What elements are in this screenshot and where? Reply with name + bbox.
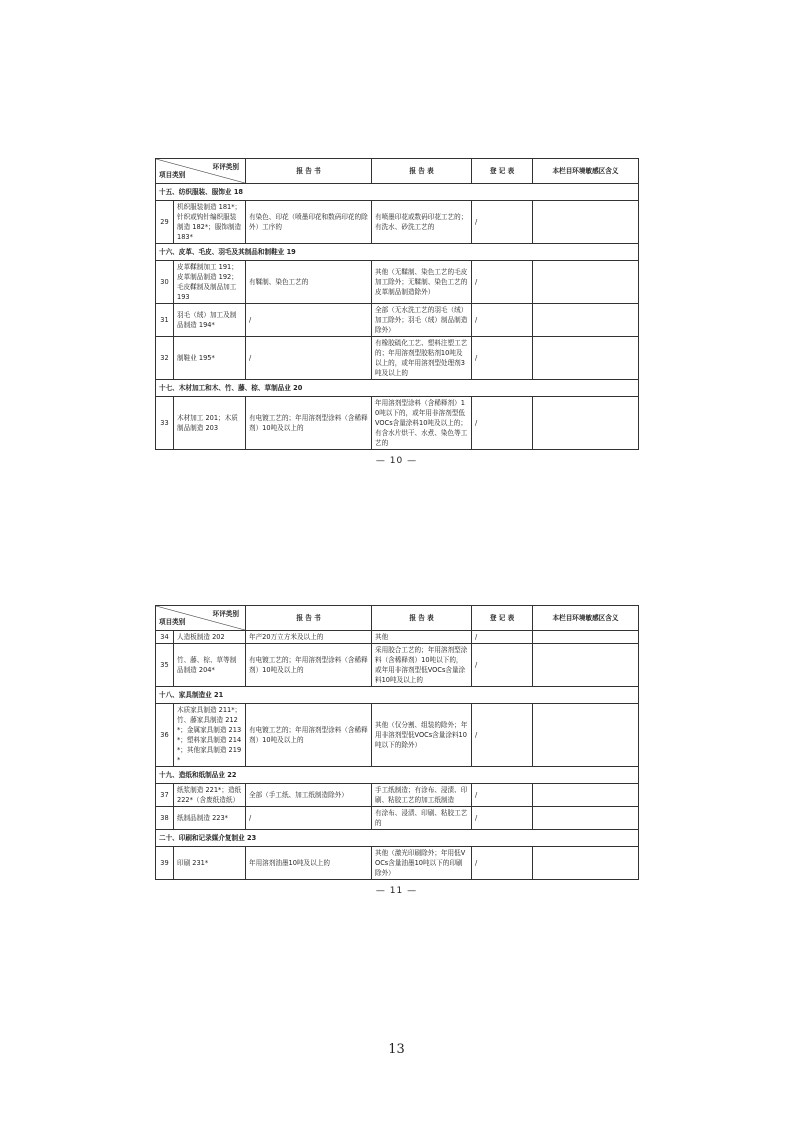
table-row xyxy=(156,644,639,687)
project-category-cell: 羽毛（绒）加工及制品制造 194* xyxy=(174,304,246,337)
table-row xyxy=(156,261,639,304)
row-number: 37 xyxy=(156,784,174,807)
sensitive-area-cell xyxy=(533,644,639,687)
section-row xyxy=(156,184,639,201)
row-number: 38 xyxy=(156,807,174,830)
project-category-cell: 皮革鞣制加工 191；皮革制品制造 192；毛皮鞣制及制品加工 193 xyxy=(174,261,246,304)
registration-cell: / xyxy=(472,847,533,880)
header-registration-form: 登 记 表 xyxy=(472,606,533,631)
report-book-cell: 有鞣制、染色工艺的 xyxy=(246,261,372,304)
row-number: 34 xyxy=(156,631,174,644)
project-category-cell: 机织服装制造 181*；针织或钩针编织服装制造 182*；服饰制造 183* xyxy=(174,201,246,244)
table-row xyxy=(156,784,639,807)
report-book-cell: 有电镀工艺的；年用溶剂型涂料（含稀释剂）10吨及以上的 xyxy=(246,397,372,450)
row-number: 31 xyxy=(156,304,174,337)
project-category-cell: 纸制品制造 223* xyxy=(174,807,246,830)
section-title: 十五、纺织服装、服饰业 18 xyxy=(156,184,639,201)
table-row xyxy=(156,397,639,450)
section-row xyxy=(156,687,639,704)
section-title: 十八、家具制造业 21 xyxy=(156,687,639,704)
table-row xyxy=(156,631,639,644)
row-number: 30 xyxy=(156,261,174,304)
project-category-cell: 人造板制造 202 xyxy=(174,631,246,644)
registration-cell: / xyxy=(472,201,533,244)
registration-cell: / xyxy=(472,304,533,337)
header-registration-form: 登 记 表 xyxy=(472,159,533,184)
report-form-cell: 手工纸制造；有涂布、浸渍、印刷、粘胶工艺的加工纸制造 xyxy=(372,784,472,807)
header-report-form: 报 告 表 xyxy=(372,606,472,631)
section-row xyxy=(156,380,639,397)
project-category-cell: 木质家具制造 211*；竹、藤家具制造 212*；金属家具制造 213*；塑料家具制造 214*；其他家具制造 219* xyxy=(174,704,246,767)
sensitive-area-cell xyxy=(533,704,639,767)
registration-cell: / xyxy=(472,704,533,767)
report-form-cell: 采用胶合工艺的；年用溶剂型涂料（含稀释剂）10吨以下的，或年用非溶剂型低VOCs含量涂料10吨及以上的 xyxy=(372,644,472,687)
table-page-10 xyxy=(155,158,638,466)
report-form-cell: 有喷墨印花或数码印花工艺的；有洗水、砂洗工艺的 xyxy=(372,201,472,244)
row-number: 39 xyxy=(156,847,174,880)
report-form-cell: 有橡胶硫化工艺、塑料注塑工艺的；年用溶剂型胶粘剂10吨及以上的，或年用溶剂型处理剂3吨及以上的 xyxy=(372,337,472,380)
table-body xyxy=(156,631,639,880)
classification-table xyxy=(155,158,639,450)
report-book-cell: 年用溶剂油墨10吨及以上的 xyxy=(246,847,372,880)
document-page-number: 13 xyxy=(388,1042,405,1057)
registration-cell: / xyxy=(472,631,533,644)
diagonal-header xyxy=(156,159,246,184)
report-book-cell: 有电镀工艺的；年用溶剂型涂料（含稀释剂）10吨及以上的 xyxy=(246,644,372,687)
page-label: — 10 — xyxy=(375,456,418,466)
header-sensitive-area: 本栏目环境敏感区含义 xyxy=(533,159,639,184)
section-title: 二十、印刷和记录媒介复制业 23 xyxy=(156,830,639,847)
project-category-cell: 竹、藤、棕、草等制品制造 204* xyxy=(174,644,246,687)
report-book-cell: / xyxy=(246,337,372,380)
header-sensitive-area: 本栏目环境敏感区含义 xyxy=(533,606,639,631)
header-report-book: 报 告 书 xyxy=(246,606,372,631)
registration-cell: / xyxy=(472,784,533,807)
section-row xyxy=(156,830,639,847)
header-report-book: 报 告 书 xyxy=(246,159,372,184)
section-row xyxy=(156,767,639,784)
diagonal-header xyxy=(156,606,246,631)
table-row xyxy=(156,847,639,880)
header-eia-category: 环评类别 xyxy=(212,163,239,171)
table-row xyxy=(156,337,639,380)
row-number: 29 xyxy=(156,201,174,244)
table-row xyxy=(156,807,639,830)
project-category-cell: 印刷 231* xyxy=(174,847,246,880)
row-number: 35 xyxy=(156,644,174,687)
table-body xyxy=(156,184,639,450)
sensitive-area-cell xyxy=(533,304,639,337)
report-form-cell: 全部（无水洗工艺的羽毛（绒）加工除外；羽毛（绒）制品制造除外） xyxy=(372,304,472,337)
row-number: 32 xyxy=(156,337,174,380)
report-form-cell: 年用溶剂型涂料（含稀释剂）10吨以下的，或年用非溶剂型低VOCs含量涂料10吨及以上的；有含水片烘干、水煮、染色等工艺的 xyxy=(372,397,472,450)
header-project-category: 项目类别 xyxy=(159,171,186,179)
project-category-cell: 制鞋业 195* xyxy=(174,337,246,380)
registration-cell: / xyxy=(472,397,533,450)
sensitive-area-cell xyxy=(533,201,639,244)
section-title: 十六、皮革、毛皮、羽毛及其制品和制鞋业 19 xyxy=(156,244,639,261)
project-category-cell: 纸浆制造 221*；造纸 222*（含废纸造纸） xyxy=(174,784,246,807)
report-book-cell: / xyxy=(246,304,372,337)
header-project-category: 项目类别 xyxy=(159,618,186,626)
sensitive-area-cell xyxy=(533,847,639,880)
report-book-cell: 有染色、印花（喷墨印花和数码印花的除外）工序的 xyxy=(246,201,372,244)
table-row xyxy=(156,704,639,767)
sensitive-area-cell xyxy=(533,784,639,807)
section-row xyxy=(156,244,639,261)
report-form-cell: 其他（激光印刷除外；年用低VOCs含量油墨10吨以下的印刷除外） xyxy=(372,847,472,880)
header-report-form: 报 告 表 xyxy=(372,159,472,184)
table-row xyxy=(156,201,639,244)
project-category-cell: 木材加工 201；木质制品制造 203 xyxy=(174,397,246,450)
sensitive-area-cell xyxy=(533,337,639,380)
report-book-cell: 全部（手工纸、加工纸制造除外） xyxy=(246,784,372,807)
registration-cell: / xyxy=(472,644,533,687)
page-label: — 11 — xyxy=(375,886,418,896)
sensitive-area-cell xyxy=(533,807,639,830)
registration-cell: / xyxy=(472,261,533,304)
report-form-cell: 有涂布、浸渍、印刷、粘胶工艺的 xyxy=(372,807,472,830)
table-row xyxy=(156,304,639,337)
report-form-cell: 其他（无鞣制、染色工艺的毛皮加工除外；无鞣制、染色工艺的皮革制品制造除外） xyxy=(372,261,472,304)
header-eia-category: 环评类别 xyxy=(212,610,239,618)
sensitive-area-cell xyxy=(533,397,639,450)
registration-cell: / xyxy=(472,337,533,380)
report-book-cell: / xyxy=(246,807,372,830)
section-title: 十九、造纸和纸制品业 22 xyxy=(156,767,639,784)
registration-cell: / xyxy=(472,807,533,830)
classification-table xyxy=(155,605,639,880)
sensitive-area-cell xyxy=(533,631,639,644)
row-number: 33 xyxy=(156,397,174,450)
sensitive-area-cell xyxy=(533,261,639,304)
section-title: 十七、木材加工和木、竹、藤、棕、草制品业 20 xyxy=(156,380,639,397)
report-book-cell: 年产20万立方米及以上的 xyxy=(246,631,372,644)
row-number: 36 xyxy=(156,704,174,767)
report-book-cell: 有电镀工艺的；年用溶剂型涂料（含稀释剂）10吨及以上的 xyxy=(246,704,372,767)
report-form-cell: 其他 xyxy=(372,631,472,644)
report-form-cell: 其他（仅分割、组装的除外；年用非溶剂型低VOCs含量涂料10吨以下的除外） xyxy=(372,704,472,767)
table-page-11 xyxy=(155,605,638,896)
